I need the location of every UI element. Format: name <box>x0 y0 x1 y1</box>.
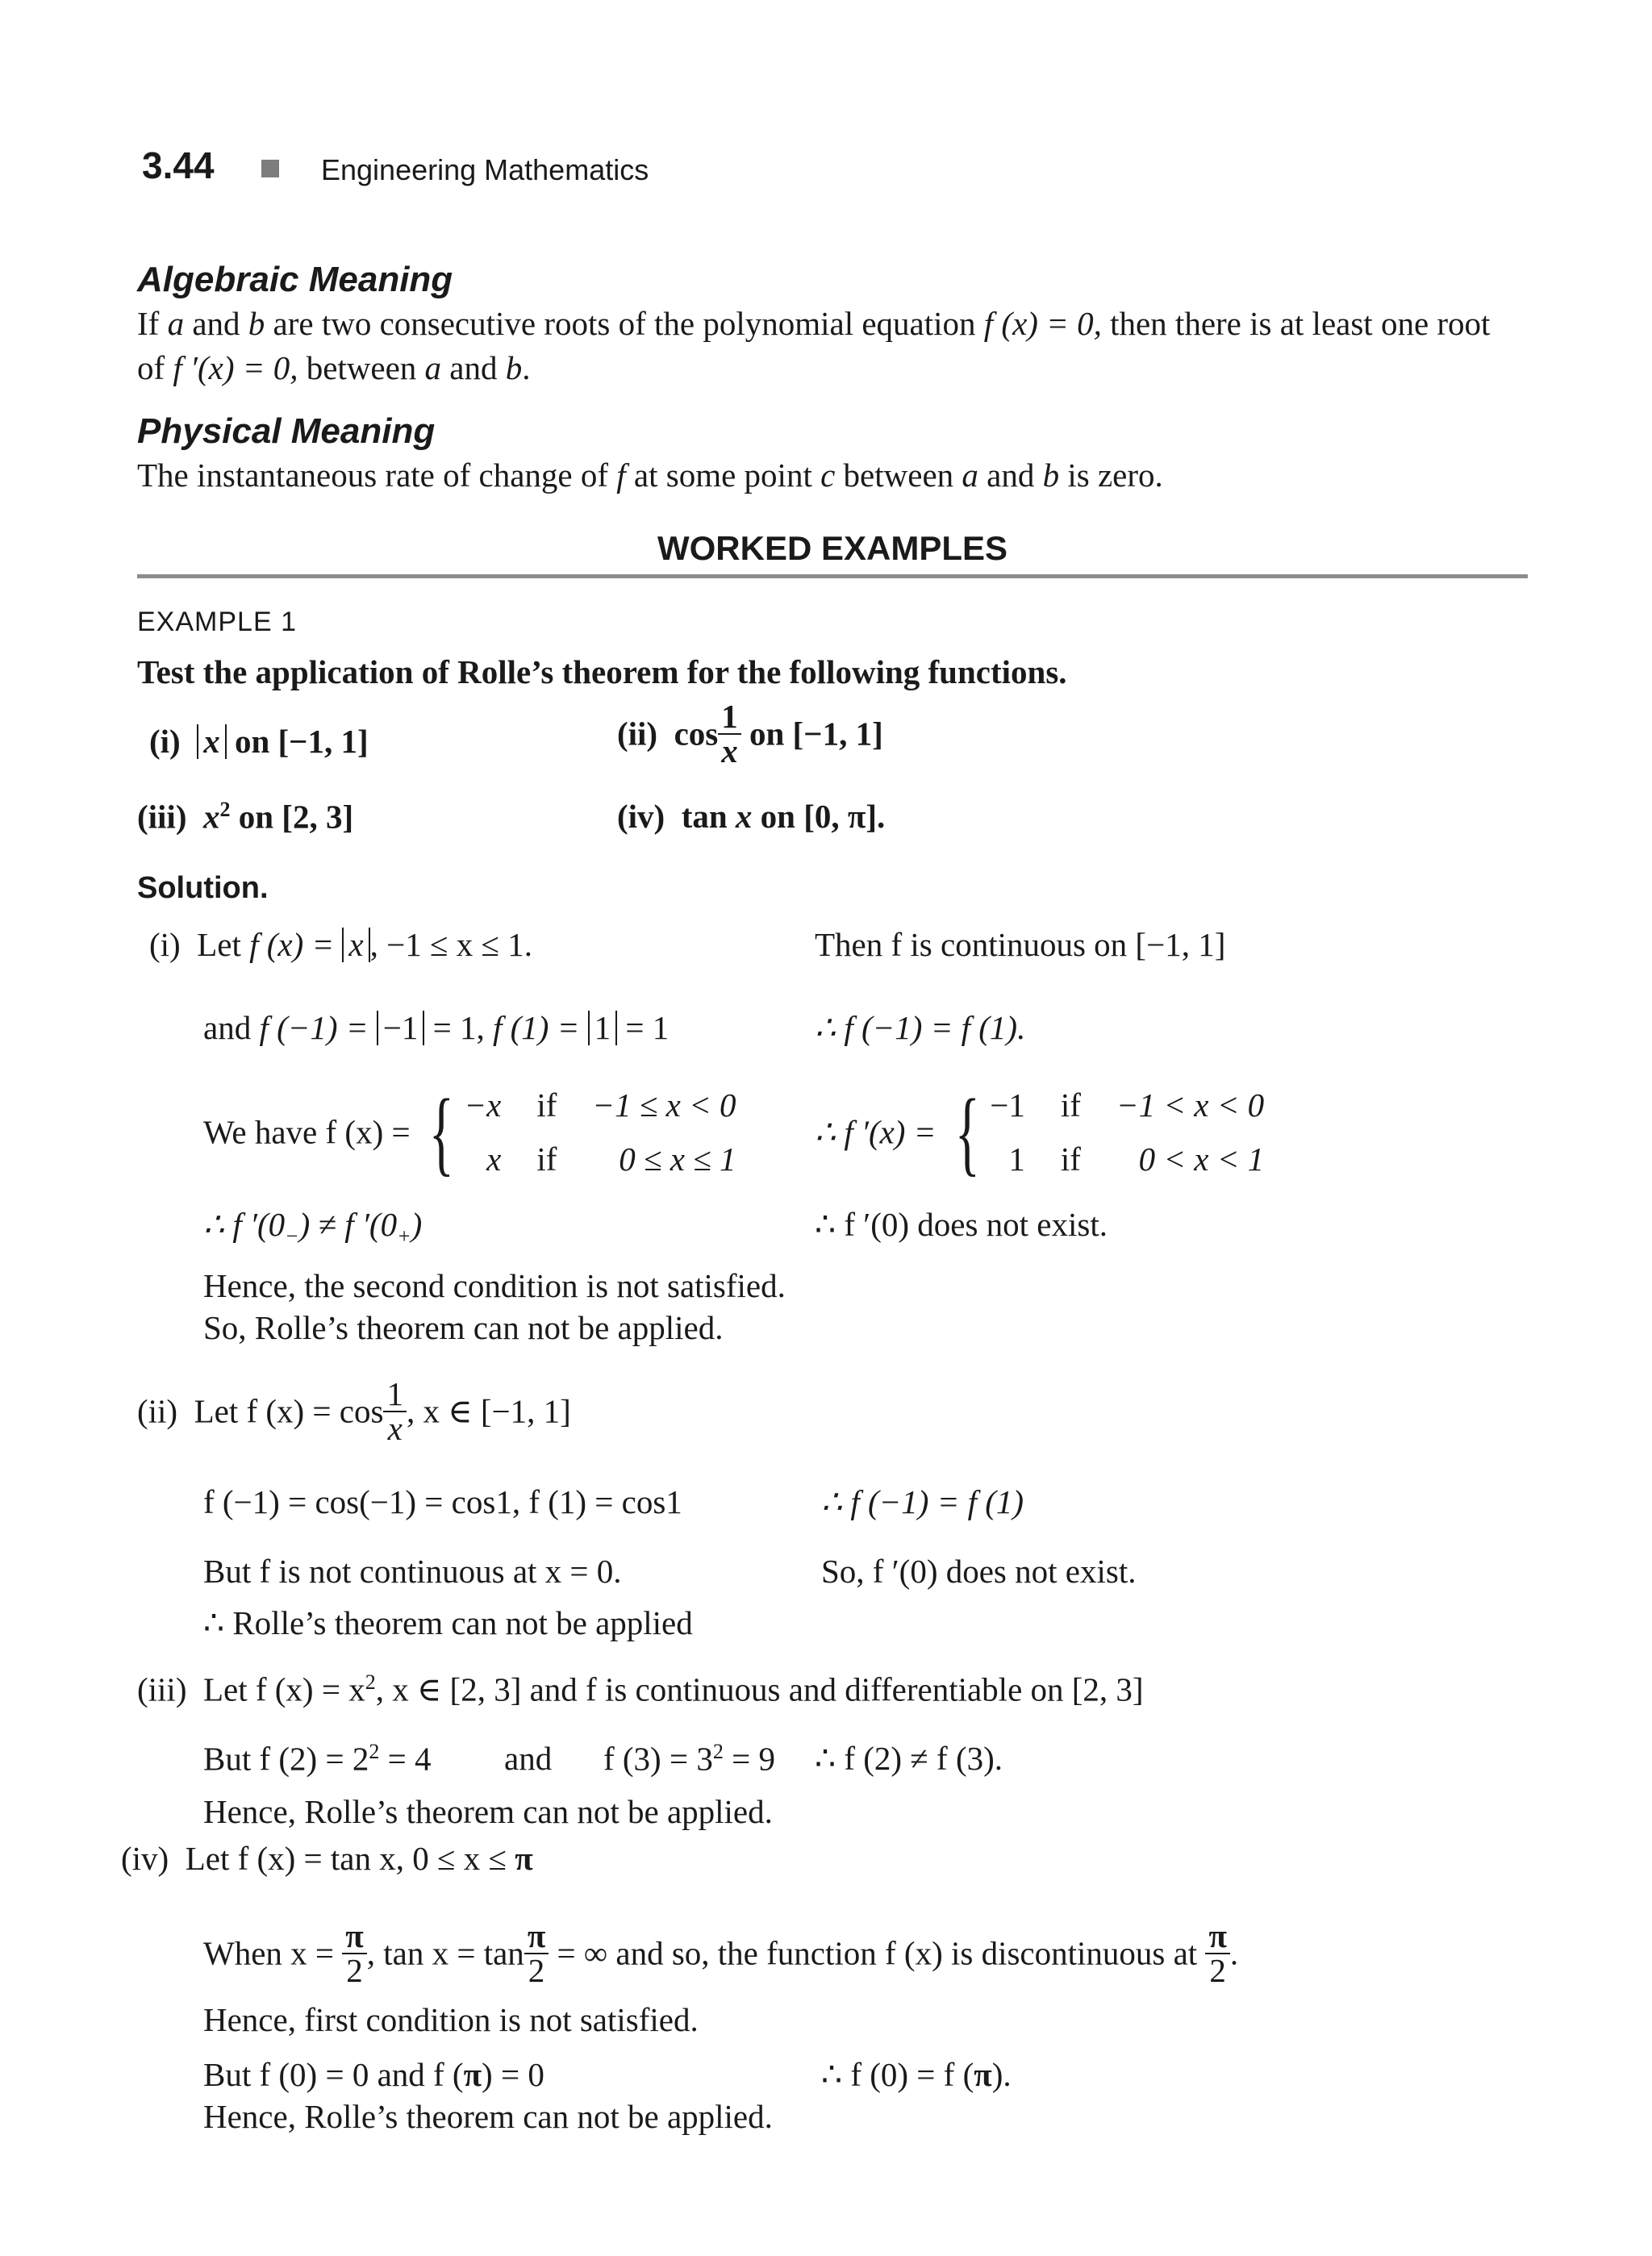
sol-iii-line-3: Hence, Rolle’s theorem can not be applied. <box>203 1793 773 1830</box>
sol-i-line-6: So, Rolle’s theorem can not be applied. <box>203 1309 724 1346</box>
sol-iv-line-5: Hence, Rolle’s theorem can not be applied. <box>203 2098 773 2135</box>
physical-heading: Physical Meaning <box>137 411 436 451</box>
section-divider <box>137 574 1528 578</box>
sol-iv-line-3: Hence, first condition is not satisfied. <box>203 2001 699 2038</box>
problem-ii: (ii) cos $\frac{1}{x}$ on [−1, 1] <box>617 698 883 769</box>
algebraic-heading: Algebraic Meaning <box>137 260 453 299</box>
sol-iii-line-1: (iii) Let f $(x) = x^2$, x ∈ [2, 3] and f is continuous and differentiable on [2, 3] <box>137 1670 1144 1708</box>
worked-examples-heading: WORKED EXAMPLES <box>657 529 1008 567</box>
sol-ii-line-1: (ii) Let f (x) = cos $\frac{1}{x}$ , x ∈ [−1, 1] <box>137 1375 571 1447</box>
solution-label: Solution. <box>137 871 269 905</box>
sol-iii-line-2b: f $(3) = 3^2 = 9$ <box>603 1740 775 1778</box>
sol-ii-line-2: f (−1) = cos(−1) = cos1, f (1) = cos1 <box>203 1483 682 1520</box>
sol-i-right-1: Then f is continuous on [−1, 1] <box>815 926 1226 963</box>
sol-iii-line-2a: But f $(2) = 2^2 = 4$ <box>203 1740 432 1778</box>
page-number: 3.44 <box>142 144 215 186</box>
problem-iv: (iv) tan x on [0, π]. <box>617 798 886 835</box>
sol-i-right-2: ∴ f (−1) = f (1). <box>815 1009 1026 1046</box>
sol-i-line-4: ∴ f $'(0_-) \ne f$ $'(0_+)$ <box>203 1206 423 1249</box>
sol-i-line-2: and f (−1) = −1 = 1, f (1) = 1 = 1 <box>203 1009 670 1046</box>
sol-i-right-4: ∴ f ′(0) does not exist. <box>815 1206 1108 1243</box>
algebraic-line-2: of f ′(x) = 0, between a and b. <box>137 349 531 386</box>
sol-i-piecewise-fprime: ∴ f ′(x) = { −1 if −1 < x < 0 1 if 0 < x < 1 <box>815 1079 1265 1185</box>
header-square-icon <box>261 160 279 177</box>
example-question: Test the application of Rolle’s theorem for the following functions. <box>137 653 1067 690</box>
sol-ii-right-2: ∴ f (−1) = f (1) <box>821 1483 1024 1520</box>
sol-ii-line-3: But f is not continuous at x = 0. <box>203 1553 622 1590</box>
problem-i: (i) x on [−1, 1] <box>149 723 369 760</box>
sol-i-line-5: Hence, the second condition is not satisfied. <box>203 1267 786 1304</box>
algebraic-line-1: If a and b are two consecutive roots of the polynomial equation f (x) = 0, then there is at least one root <box>137 305 1491 342</box>
sol-i-piecewise-f: We have f (x) = { −x if −1 ≤ x < 0 x if 0 ≤ x ≤ 1 <box>203 1079 736 1185</box>
problem-iii: (iii) $x^2$ on [2, 3] <box>137 798 354 836</box>
sol-iv-line-1: (iv) Let f (x) = tan x, 0 ≤ x ≤ π <box>121 1840 533 1877</box>
example-label: EXAMPLE 1 <box>137 607 297 637</box>
sol-iii-and: and <box>504 1740 553 1777</box>
sol-iv-line-2: When x = $\frac{\pi}{2}$ , tan x = tan $\frac{\pi}{2}$ = ∞ and so, the function f (x) is discontinuous at $\frac{\pi}{2}$ . <box>203 1917 1239 1989</box>
sol-iii-line-2c: ∴ f (2) ≠ f (3). <box>815 1740 1003 1777</box>
book-title: Engineering Mathematics <box>321 153 649 186</box>
sol-iv-right-4: ∴ f (0) = f (π). <box>821 2056 1012 2093</box>
sol-iv-line-4: But f (0) = 0 and f (π) = 0 <box>203 2056 544 2093</box>
sol-i-line-1: (i) Let f (x) = x , −1 ≤ x ≤ 1. <box>149 926 532 963</box>
physical-line: The instantaneous rate of change of f at some point c between a and b is zero. <box>137 457 1163 494</box>
sol-ii-line-4: ∴ Rolle’s theorem can not be applied <box>203 1604 693 1641</box>
sol-ii-right-3: So, f ′(0) does not exist. <box>821 1553 1137 1590</box>
